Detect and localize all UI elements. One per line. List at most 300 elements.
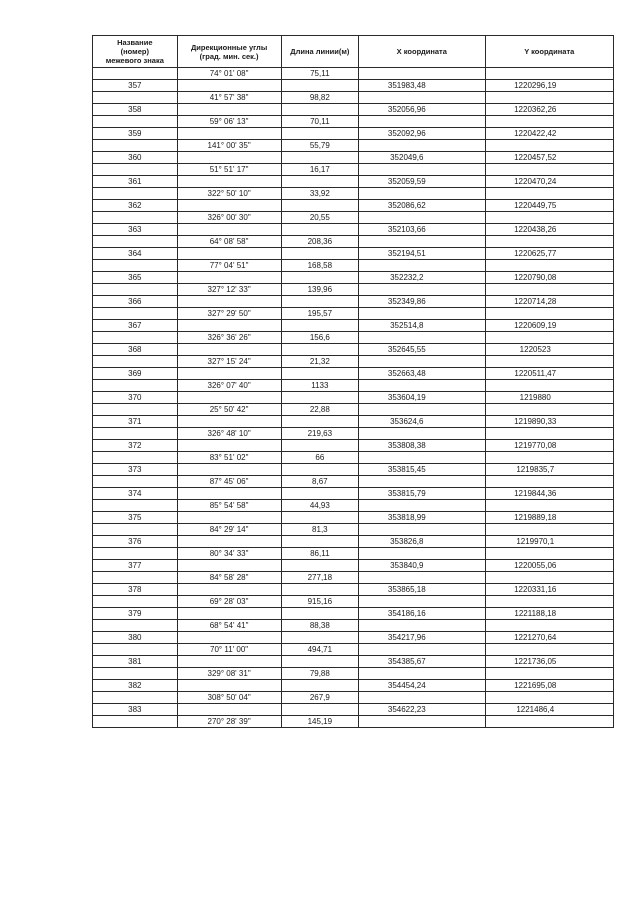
point-y: 1220714,28 [485, 296, 614, 308]
point-name: 362 [93, 200, 178, 212]
point-row [93, 248, 614, 260]
header-angle-line1: Дирекционные углы [190, 42, 268, 52]
segment-length: 8,67 [281, 476, 358, 488]
segment-length: 156,6 [281, 332, 358, 344]
segment-length: 20,55 [281, 212, 358, 224]
header-length: Длина линии(м) [281, 36, 358, 68]
point-length-cell [281, 512, 358, 524]
point-y: 1220362,26 [485, 104, 614, 116]
segment-x-cell [359, 164, 485, 176]
point-angle-cell [177, 704, 281, 716]
segment-length: 139,96 [281, 284, 358, 296]
segment-angle: 326° 00' 30" [177, 212, 281, 224]
point-y: 1221695,08 [485, 680, 614, 692]
segment-angle: 25° 50' 42" [177, 404, 281, 416]
segment-y-cell [485, 68, 614, 80]
point-row [93, 704, 614, 716]
table-header-row [93, 36, 614, 68]
segment-y-cell [485, 92, 614, 104]
point-row [93, 512, 614, 524]
segment-row [93, 68, 614, 80]
point-row [93, 80, 614, 92]
point-y: 1221486,4 [485, 704, 614, 716]
point-angle-cell [177, 464, 281, 476]
segment-length: 16,17 [281, 164, 358, 176]
segment-name-cell [93, 644, 178, 656]
segment-name-cell [93, 716, 178, 728]
point-row [93, 488, 614, 500]
point-y: 1219970,1 [485, 536, 614, 548]
segment-angle: 326° 36' 26" [177, 332, 281, 344]
point-row [93, 128, 614, 140]
segment-row [93, 404, 614, 416]
point-length-cell [281, 368, 358, 380]
segment-name-cell [93, 692, 178, 704]
point-name: 377 [93, 560, 178, 572]
segment-name-cell [93, 548, 178, 560]
point-name: 361 [93, 176, 178, 188]
segment-x-cell [359, 308, 485, 320]
point-name: 372 [93, 440, 178, 452]
segment-length: 195,57 [281, 308, 358, 320]
point-angle-cell [177, 536, 281, 548]
point-x: 352514,8 [359, 320, 485, 332]
point-length-cell [281, 656, 358, 668]
segment-name-cell [93, 572, 178, 584]
segment-x-cell [359, 692, 485, 704]
point-x: 354217,96 [359, 632, 485, 644]
point-y: 1219890,33 [485, 416, 614, 428]
segment-name-cell [93, 92, 178, 104]
segment-angle: 70° 11' 00" [177, 644, 281, 656]
point-row [93, 560, 614, 572]
point-y: 1221270,64 [485, 632, 614, 644]
segment-angle: 83° 51' 02" [177, 452, 281, 464]
segment-x-cell [359, 116, 485, 128]
segment-x-cell [359, 92, 485, 104]
segment-angle: 141° 00' 35" [177, 140, 281, 152]
point-name: 373 [93, 464, 178, 476]
segment-angle: 41° 57' 38" [177, 92, 281, 104]
segment-y-cell [485, 500, 614, 512]
segment-name-cell [93, 284, 178, 296]
segment-name-cell [93, 116, 178, 128]
segment-name-cell [93, 140, 178, 152]
segment-y-cell [485, 140, 614, 152]
point-angle-cell [177, 392, 281, 404]
segment-y-cell [485, 332, 614, 344]
segment-y-cell [485, 236, 614, 248]
point-y: 1220470,24 [485, 176, 614, 188]
point-y: 1219770,08 [485, 440, 614, 452]
segment-row [93, 236, 614, 248]
point-name: 367 [93, 320, 178, 332]
point-length-cell [281, 344, 358, 356]
segment-row [93, 620, 614, 632]
point-length-cell [281, 464, 358, 476]
point-angle-cell [177, 608, 281, 620]
segment-x-cell [359, 428, 485, 440]
point-angle-cell [177, 176, 281, 188]
segment-angle: 74° 01' 08" [177, 68, 281, 80]
segment-x-cell [359, 140, 485, 152]
point-length-cell [281, 272, 358, 284]
segment-row [93, 524, 614, 536]
header-name-line3: межевого знака [105, 56, 164, 65]
segment-row [93, 548, 614, 560]
segment-x-cell [359, 716, 485, 728]
header-name-line2: (номер) [120, 47, 149, 56]
point-angle-cell [177, 656, 281, 668]
segment-angle: 85° 54' 58" [177, 500, 281, 512]
segment-row [93, 476, 614, 488]
segment-angle: 77° 04' 51" [177, 260, 281, 272]
point-length-cell [281, 440, 358, 452]
point-row [93, 296, 614, 308]
point-name: 365 [93, 272, 178, 284]
point-row [93, 368, 614, 380]
segment-row [93, 356, 614, 368]
segment-name-cell [93, 260, 178, 272]
segment-length: 75,11 [281, 68, 358, 80]
segment-angle: 308° 50' 04" [177, 692, 281, 704]
point-angle-cell [177, 152, 281, 164]
point-row [93, 536, 614, 548]
point-angle-cell [177, 128, 281, 140]
point-length-cell [281, 584, 358, 596]
point-angle-cell [177, 560, 281, 572]
segment-x-cell [359, 620, 485, 632]
segment-length: 145,19 [281, 716, 358, 728]
segment-angle: 51° 51' 17" [177, 164, 281, 176]
segment-length: 277,18 [281, 572, 358, 584]
segment-x-cell [359, 596, 485, 608]
segment-length: 208,36 [281, 236, 358, 248]
point-name: 371 [93, 416, 178, 428]
segment-length: 88,38 [281, 620, 358, 632]
segment-angle: 59° 06' 13" [177, 116, 281, 128]
segment-y-cell [485, 116, 614, 128]
point-row [93, 440, 614, 452]
point-row [93, 200, 614, 212]
point-x: 352349,86 [359, 296, 485, 308]
segment-y-cell [485, 716, 614, 728]
point-row [93, 104, 614, 116]
point-name: 359 [93, 128, 178, 140]
point-name: 383 [93, 704, 178, 716]
point-length-cell [281, 680, 358, 692]
point-length-cell [281, 128, 358, 140]
segment-name-cell [93, 380, 178, 392]
segment-length: 79,88 [281, 668, 358, 680]
point-x: 353815,79 [359, 488, 485, 500]
point-length-cell [281, 704, 358, 716]
segment-length: 33,92 [281, 188, 358, 200]
point-angle-cell [177, 632, 281, 644]
point-x: 353818,99 [359, 512, 485, 524]
point-y: 1220438,26 [485, 224, 614, 236]
point-y: 1219889,18 [485, 512, 614, 524]
point-length-cell [281, 176, 358, 188]
segment-y-cell [485, 620, 614, 632]
segment-y-cell [485, 596, 614, 608]
segment-name-cell [93, 404, 178, 416]
point-y: 1220331,16 [485, 584, 614, 596]
point-name: 368 [93, 344, 178, 356]
point-x: 352645,55 [359, 344, 485, 356]
point-length-cell [281, 320, 358, 332]
segment-x-cell [359, 212, 485, 224]
segment-y-cell [485, 212, 614, 224]
segment-row [93, 716, 614, 728]
point-row [93, 416, 614, 428]
segment-row [93, 140, 614, 152]
segment-length: 21,32 [281, 356, 358, 368]
segment-y-cell [485, 476, 614, 488]
point-row [93, 392, 614, 404]
segment-y-cell [485, 380, 614, 392]
segment-y-cell [485, 260, 614, 272]
segment-angle: 64° 08' 58" [177, 236, 281, 248]
segment-length: 168,58 [281, 260, 358, 272]
segment-angle: 327° 29' 50" [177, 308, 281, 320]
point-length-cell [281, 296, 358, 308]
point-row [93, 656, 614, 668]
segment-angle: 326° 48' 10" [177, 428, 281, 440]
segment-x-cell [359, 236, 485, 248]
segment-length: 81,3 [281, 524, 358, 536]
segment-length: 1133 [281, 380, 358, 392]
point-y: 1219880 [485, 392, 614, 404]
point-angle-cell [177, 272, 281, 284]
point-x: 353826,8 [359, 536, 485, 548]
segment-x-cell [359, 404, 485, 416]
point-x: 354622,23 [359, 704, 485, 716]
segment-y-cell [485, 308, 614, 320]
segment-angle: 68° 54' 41" [177, 620, 281, 632]
segment-row [93, 164, 614, 176]
point-row [93, 632, 614, 644]
point-x: 354454,24 [359, 680, 485, 692]
segment-x-cell [359, 68, 485, 80]
point-name: 374 [93, 488, 178, 500]
segment-x-cell [359, 452, 485, 464]
point-x: 353840,9 [359, 560, 485, 572]
point-x: 352103,66 [359, 224, 485, 236]
point-angle-cell [177, 296, 281, 308]
segment-name-cell [93, 620, 178, 632]
point-angle-cell [177, 248, 281, 260]
segment-x-cell [359, 548, 485, 560]
segment-row [93, 284, 614, 296]
segment-length: 70,11 [281, 116, 358, 128]
point-angle-cell [177, 512, 281, 524]
point-x: 352059,59 [359, 176, 485, 188]
segment-y-cell [485, 524, 614, 536]
point-row [93, 224, 614, 236]
boundary-coordinates-table [92, 35, 614, 728]
point-angle-cell [177, 200, 281, 212]
segment-angle: 87° 45' 06" [177, 476, 281, 488]
segment-y-cell [485, 428, 614, 440]
point-angle-cell [177, 224, 281, 236]
point-angle-cell [177, 416, 281, 428]
table-body [93, 68, 614, 728]
segment-row [93, 500, 614, 512]
point-length-cell [281, 104, 358, 116]
point-row [93, 608, 614, 620]
segment-x-cell [359, 356, 485, 368]
point-x: 353624,6 [359, 416, 485, 428]
point-angle-cell [177, 104, 281, 116]
segment-name-cell [93, 236, 178, 248]
point-y: 1220523 [485, 344, 614, 356]
segment-row [93, 428, 614, 440]
segment-row [93, 260, 614, 272]
segment-name-cell [93, 188, 178, 200]
point-length-cell [281, 224, 358, 236]
point-angle-cell [177, 80, 281, 92]
point-name: 363 [93, 224, 178, 236]
segment-length: 915,16 [281, 596, 358, 608]
segment-row [93, 116, 614, 128]
segment-name-cell [93, 452, 178, 464]
segment-length: 219,63 [281, 428, 358, 440]
point-name: 382 [93, 680, 178, 692]
segment-name-cell [93, 476, 178, 488]
point-y: 1220449,75 [485, 200, 614, 212]
point-y: 1220511,47 [485, 368, 614, 380]
point-name: 381 [93, 656, 178, 668]
point-y: 1220296,19 [485, 80, 614, 92]
point-name: 364 [93, 248, 178, 260]
segment-name-cell [93, 668, 178, 680]
segment-y-cell [485, 284, 614, 296]
segment-length: 267,9 [281, 692, 358, 704]
point-length-cell [281, 560, 358, 572]
segment-x-cell [359, 500, 485, 512]
point-name: 366 [93, 296, 178, 308]
point-x: 352232,2 [359, 272, 485, 284]
point-x: 353604,19 [359, 392, 485, 404]
point-name: 357 [93, 80, 178, 92]
point-length-cell [281, 632, 358, 644]
segment-row [93, 308, 614, 320]
point-x: 352086,62 [359, 200, 485, 212]
segment-x-cell [359, 668, 485, 680]
segment-y-cell [485, 572, 614, 584]
segment-y-cell [485, 452, 614, 464]
segment-x-cell [359, 260, 485, 272]
point-x: 354186,16 [359, 608, 485, 620]
point-length-cell [281, 536, 358, 548]
segment-angle: 322° 50' 10" [177, 188, 281, 200]
point-name: 380 [93, 632, 178, 644]
point-row [93, 320, 614, 332]
point-length-cell [281, 392, 358, 404]
segment-name-cell [93, 596, 178, 608]
segment-length: 86,11 [281, 548, 358, 560]
segment-length: 98,82 [281, 92, 358, 104]
point-x: 351983,48 [359, 80, 485, 92]
header-angle-line2: (град. мин. сек.) [199, 51, 259, 61]
segment-row [93, 188, 614, 200]
segment-length: 66 [281, 452, 358, 464]
point-y: 1220422,42 [485, 128, 614, 140]
segment-row [93, 572, 614, 584]
point-x: 352049,6 [359, 152, 485, 164]
segment-x-cell [359, 332, 485, 344]
point-angle-cell [177, 680, 281, 692]
point-name: 375 [93, 512, 178, 524]
point-x: 352092,96 [359, 128, 485, 140]
segment-y-cell [485, 668, 614, 680]
segment-angle: 327° 12' 33" [177, 284, 281, 296]
point-name: 378 [93, 584, 178, 596]
segment-length: 55,79 [281, 140, 358, 152]
point-x: 353808,38 [359, 440, 485, 452]
header-angle [177, 36, 281, 68]
segment-name-cell [93, 68, 178, 80]
segment-name-cell [93, 428, 178, 440]
segment-length: 44,93 [281, 500, 358, 512]
segment-angle: 326° 07' 40" [177, 380, 281, 392]
point-row [93, 176, 614, 188]
point-length-cell [281, 80, 358, 92]
segment-x-cell [359, 476, 485, 488]
segment-row [93, 668, 614, 680]
segment-name-cell [93, 332, 178, 344]
point-y: 1219844,36 [485, 488, 614, 500]
segment-x-cell [359, 284, 485, 296]
segment-y-cell [485, 692, 614, 704]
segment-name-cell [93, 356, 178, 368]
point-length-cell [281, 152, 358, 164]
point-y: 1221188,18 [485, 608, 614, 620]
point-length-cell [281, 200, 358, 212]
segment-x-cell [359, 188, 485, 200]
segment-x-cell [359, 524, 485, 536]
point-angle-cell [177, 344, 281, 356]
segment-x-cell [359, 644, 485, 656]
point-angle-cell [177, 488, 281, 500]
segment-name-cell [93, 500, 178, 512]
segment-name-cell [93, 524, 178, 536]
point-name: 358 [93, 104, 178, 116]
segment-row [93, 380, 614, 392]
point-row [93, 680, 614, 692]
segment-y-cell [485, 356, 614, 368]
header-name-line1: Название [117, 38, 153, 47]
segment-name-cell [93, 164, 178, 176]
segment-y-cell [485, 404, 614, 416]
segment-angle: 327° 15' 24" [177, 356, 281, 368]
point-row [93, 584, 614, 596]
segment-angle: 80° 34' 33" [177, 548, 281, 560]
segment-y-cell [485, 164, 614, 176]
point-y: 1220609,19 [485, 320, 614, 332]
segment-angle: 84° 58' 28" [177, 572, 281, 584]
point-x: 353815,45 [359, 464, 485, 476]
point-y: 1220055,06 [485, 560, 614, 572]
segment-row [93, 452, 614, 464]
header-y: Y координата [485, 36, 614, 68]
segment-row [93, 596, 614, 608]
point-name: 370 [93, 392, 178, 404]
point-y: 1220790,08 [485, 272, 614, 284]
segment-angle: 69° 28' 03" [177, 596, 281, 608]
point-x: 354385,67 [359, 656, 485, 668]
